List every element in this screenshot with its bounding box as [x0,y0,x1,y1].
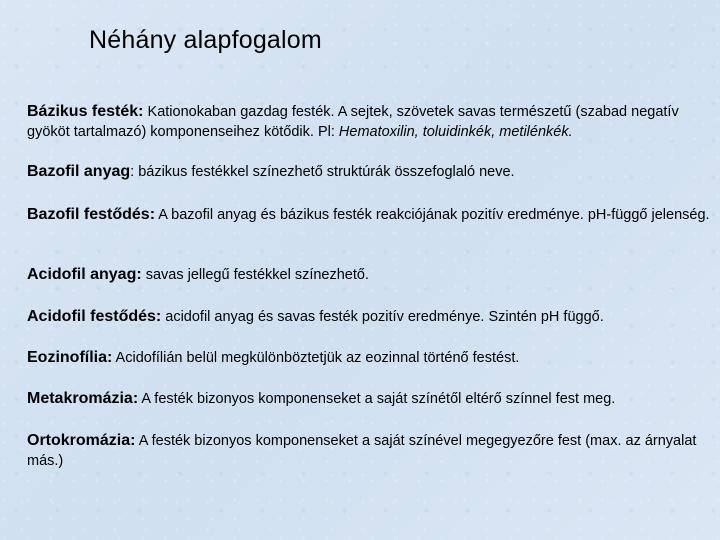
definition-item-bazikus-festek [27,102,711,142]
definition-text: Acidofílián belül megkülönböztetjük az eozinnal történő festést. [112,350,520,366]
definition-text: A festék bizonyos komponenseket a saját színétől eltérő színnel fest meg. [138,391,616,407]
definition-item-metakromazia [27,389,615,409]
definition-item-bazofil-festodes [27,205,710,225]
definition-item-bazofil-anyag [27,162,515,182]
definition-item-acidofil-anyag [27,265,369,285]
definition-term: Ortokromázia: [27,432,136,449]
definition-term: Bazofil anyag [27,163,131,180]
definition-text: acidofil anyag és savas festék pozitív eredménye. Szintén pH függő. [161,309,604,325]
definition-text: A bazofil anyag és bázikus festék reakciójának pozitív eredménye. pH-függő jelenség. [155,207,710,223]
definition-term: Acidofil festődés: [27,308,162,325]
definition-text: savas jellegű festékkel színezhető. [141,267,369,283]
definition-term: Bázikus festék: [27,103,144,120]
definition-examples: Hematoxilin, toluidinkék, metilénkék. [338,124,573,140]
slide-title: Néhány alapfogalom [89,26,322,54]
definition-text: Kationokaban gazdag festék. A sejtek, szövetek savas természetű (szabad negatív gyököt tartalmazó) komponenseihez kötődik. Pl: [27,104,679,140]
definition-term: Acidofil anyag: [27,266,142,283]
definition-item-acidofil-festodes [27,307,604,327]
definition-text: A festék bizonyos komponenseket a saját színével megegyezőre fest (max. az árnyalat más.) [27,433,697,469]
definition-item-eozinofilia [27,348,519,368]
definition-item-ortokromazia [27,431,711,471]
definition-term: Metakromázia: [27,390,139,407]
definition-term: Eozinofília: [27,349,113,366]
definition-term: Bazofil festődés: [27,206,156,223]
definition-text: : bázikus festékkel színezhető struktúrák összefoglaló neve. [130,164,515,180]
